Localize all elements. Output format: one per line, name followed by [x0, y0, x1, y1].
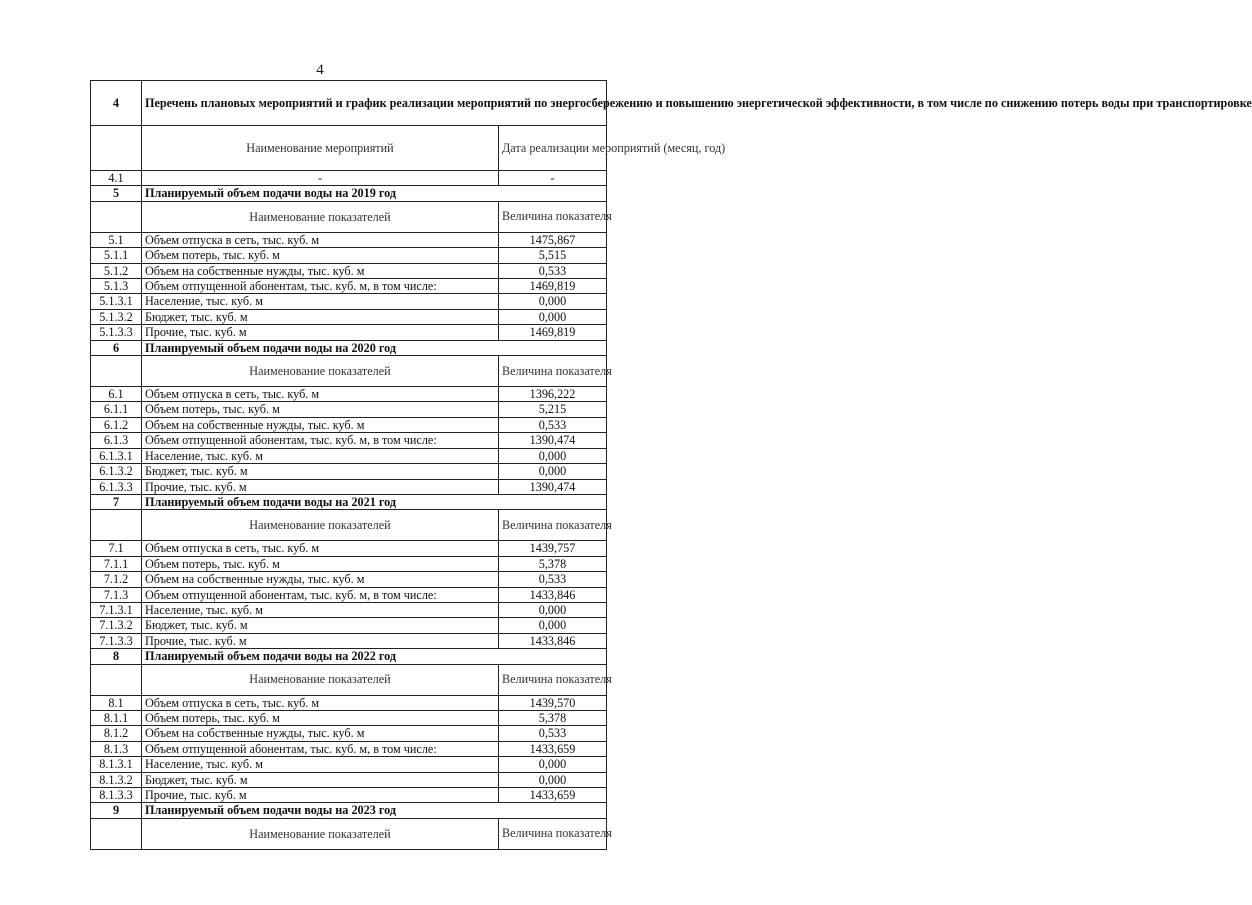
section-number: 6	[91, 340, 142, 355]
value-column-header: Величина показателя	[498, 664, 606, 695]
intro-title: Перечень плановых мероприятий и график реализации мероприятий по энергосбережению и повышению энергетической эффективности, в том числе по снижению потерь воды при транспортировке	[142, 81, 607, 126]
intro-data-row	[91, 171, 607, 186]
section-title-row	[91, 340, 607, 355]
row-number: 8.1.3.3	[91, 788, 142, 803]
row-number: 6.1	[91, 387, 142, 402]
row-value: 0,000	[498, 618, 606, 633]
section-title: Планируемый объем подачи воды на 2021 год	[142, 494, 607, 509]
row-name: Объем отпуска в сеть, тыс. куб. м	[142, 695, 499, 710]
section-title-row	[91, 494, 607, 509]
row-name: Объем отпущенной абонентам, тыс. куб. м, в том числе:	[142, 433, 499, 448]
intro-row-date: -	[498, 171, 606, 186]
row-number: 8.1.3.2	[91, 772, 142, 787]
row-value: 0,000	[498, 309, 606, 324]
row-value: 1433,659	[498, 788, 606, 803]
table-row	[91, 772, 607, 787]
value-column-header: Величина показателя	[498, 356, 606, 387]
section-number: 7	[91, 494, 142, 509]
row-value: 1475,867	[498, 232, 606, 247]
row-name: Объем потерь, тыс. куб. м	[142, 402, 499, 417]
table-row	[91, 232, 607, 247]
row-name: Объем отпущенной абонентам, тыс. куб. м, в том числе:	[142, 279, 499, 294]
table-row	[91, 695, 607, 710]
row-name: Население, тыс. куб. м	[142, 602, 499, 617]
table-row	[91, 541, 607, 556]
table-row	[91, 710, 607, 725]
row-name: Объем на собственные нужды, тыс. куб. м	[142, 417, 499, 432]
table-row	[91, 741, 607, 756]
name-column-header: Наименование показателей	[142, 510, 499, 541]
table-row	[91, 602, 607, 617]
row-value: 0,000	[498, 772, 606, 787]
row-name: Население, тыс. куб. м	[142, 448, 499, 463]
row-value: 0,533	[498, 417, 606, 432]
row-value: 5,515	[498, 248, 606, 263]
row-value: 1439,570	[498, 695, 606, 710]
row-value: 1396,222	[498, 387, 606, 402]
table-row	[91, 309, 607, 324]
row-name: Объем отпущенной абонентам, тыс. куб. м, в том числе:	[142, 741, 499, 756]
value-column-header: Величина показателя	[498, 510, 606, 541]
row-value: 1433,846	[498, 633, 606, 648]
table-row	[91, 464, 607, 479]
row-value: 1439,757	[498, 541, 606, 556]
row-number: 6.1.1	[91, 402, 142, 417]
row-value: 0,000	[498, 602, 606, 617]
section-header-empty	[91, 510, 142, 541]
table-row	[91, 572, 607, 587]
row-number: 6.1.3.1	[91, 448, 142, 463]
row-value: 0,000	[498, 464, 606, 479]
row-number: 7.1.3.3	[91, 633, 142, 648]
table-row	[91, 279, 607, 294]
row-number: 5.1.3.3	[91, 325, 142, 340]
intro-col-name: Наименование мероприятий	[142, 126, 499, 171]
row-name: Объем потерь, тыс. куб. м	[142, 710, 499, 725]
row-name: Прочие, тыс. куб. м	[142, 788, 499, 803]
row-value: 1433,846	[498, 587, 606, 602]
value-column-header: Величина показателя	[498, 818, 606, 849]
row-name: Объем отпуска в сеть, тыс. куб. м	[142, 387, 499, 402]
row-number: 5.1.1	[91, 248, 142, 263]
row-value: 0,000	[498, 757, 606, 772]
row-name: Прочие, тыс. куб. м	[142, 633, 499, 648]
section-header-empty	[91, 201, 142, 232]
row-name: Бюджет, тыс. куб. м	[142, 464, 499, 479]
section-header-empty	[91, 818, 142, 849]
table-row	[91, 325, 607, 340]
table-row	[91, 556, 607, 571]
row-value: 0,533	[498, 726, 606, 741]
row-value: 0,533	[498, 572, 606, 587]
table-row	[91, 788, 607, 803]
row-value: 1469,819	[498, 279, 606, 294]
page-number: 4	[316, 62, 324, 78]
section-header-row	[91, 356, 607, 387]
row-number: 6.1.3.2	[91, 464, 142, 479]
intro-number: 4	[91, 81, 142, 126]
row-name: Объем на собственные нужды, тыс. куб. м	[142, 572, 499, 587]
table-row	[91, 633, 607, 648]
row-name: Объем потерь, тыс. куб. м	[142, 556, 499, 571]
row-number: 8.1.1	[91, 710, 142, 725]
table-row	[91, 294, 607, 309]
table-row	[91, 618, 607, 633]
section-title: Планируемый объем подачи воды на 2019 год	[142, 186, 607, 201]
section-title: Планируемый объем подачи воды на 2020 год	[142, 340, 607, 355]
name-column-header: Наименование показателей	[142, 356, 499, 387]
row-value: 1469,819	[498, 325, 606, 340]
section-header-empty	[91, 664, 142, 695]
intro-header-empty	[91, 126, 142, 171]
intro-header-row	[91, 126, 607, 171]
section-header-row	[91, 510, 607, 541]
row-name: Бюджет, тыс. куб. м	[142, 772, 499, 787]
row-name: Объем на собственные нужды, тыс. куб. м	[142, 263, 499, 278]
section-header-empty	[91, 356, 142, 387]
row-number: 5.1.3	[91, 279, 142, 294]
row-number: 8.1	[91, 695, 142, 710]
row-number: 7.1.3.2	[91, 618, 142, 633]
row-name: Прочие, тыс. куб. м	[142, 325, 499, 340]
row-value: 1433,659	[498, 741, 606, 756]
row-number: 7.1.2	[91, 572, 142, 587]
table-row	[91, 387, 607, 402]
section-header-row	[91, 201, 607, 232]
table-row	[91, 433, 607, 448]
row-name: Объем отпуска в сеть, тыс. куб. м	[142, 541, 499, 556]
row-name: Объем на собственные нужды, тыс. куб. м	[142, 726, 499, 741]
section-title: Планируемый объем подачи воды на 2023 год	[142, 803, 607, 818]
row-name: Бюджет, тыс. куб. м	[142, 618, 499, 633]
section-title-row	[91, 803, 607, 818]
table-row	[91, 757, 607, 772]
row-number: 7.1	[91, 541, 142, 556]
row-value: 1390,474	[498, 433, 606, 448]
section-header-row	[91, 664, 607, 695]
water-supply-table	[90, 80, 1252, 850]
value-column-header: Величина показателя	[498, 201, 606, 232]
row-number: 7.1.3	[91, 587, 142, 602]
section-number: 5	[91, 186, 142, 201]
row-value: 0,000	[498, 448, 606, 463]
row-number: 6.1.3	[91, 433, 142, 448]
section-title-row	[91, 186, 607, 201]
section-number: 9	[91, 803, 142, 818]
name-column-header: Наименование показателей	[142, 818, 499, 849]
row-value: 1390,474	[498, 479, 606, 494]
table-row	[91, 479, 607, 494]
row-name: Объем отпущенной абонентам, тыс. куб. м, в том числе:	[142, 587, 499, 602]
row-number: 8.1.2	[91, 726, 142, 741]
row-value: 5,378	[498, 710, 606, 725]
row-number: 5.1.2	[91, 263, 142, 278]
section-number: 8	[91, 649, 142, 664]
row-number: 8.1.3	[91, 741, 142, 756]
section-title-row	[91, 649, 607, 664]
row-number: 5.1.3.2	[91, 309, 142, 324]
row-name: Прочие, тыс. куб. м	[142, 479, 499, 494]
row-name: Население, тыс. куб. м	[142, 294, 499, 309]
row-value: 0,000	[498, 294, 606, 309]
row-value: 5,378	[498, 556, 606, 571]
name-column-header: Наименование показателей	[142, 664, 499, 695]
row-number: 6.1.2	[91, 417, 142, 432]
row-number: 6.1.3.3	[91, 479, 142, 494]
row-name: Население, тыс. куб. м	[142, 757, 499, 772]
section-header-row	[91, 818, 607, 849]
table-row	[91, 417, 607, 432]
intro-row-name: -	[142, 171, 499, 186]
table-row	[91, 587, 607, 602]
row-number: 7.1.1	[91, 556, 142, 571]
table-row	[91, 402, 607, 417]
intro-row-number: 4.1	[91, 171, 142, 186]
table-row	[91, 263, 607, 278]
section-title: Планируемый объем подачи воды на 2022 год	[142, 649, 607, 664]
intro-row	[91, 81, 607, 126]
row-number: 8.1.3.1	[91, 757, 142, 772]
row-number: 5.1	[91, 232, 142, 247]
row-value: 0,533	[498, 263, 606, 278]
row-number: 7.1.3.1	[91, 602, 142, 617]
table-row	[91, 726, 607, 741]
row-name: Бюджет, тыс. куб. м	[142, 309, 499, 324]
row-value: 5,215	[498, 402, 606, 417]
table-row	[91, 248, 607, 263]
intro-col-date: Дата реализации мероприятий (месяц, год)	[498, 126, 606, 171]
row-name: Объем потерь, тыс. куб. м	[142, 248, 499, 263]
row-number: 5.1.3.1	[91, 294, 142, 309]
name-column-header: Наименование показателей	[142, 201, 499, 232]
row-name: Объем отпуска в сеть, тыс. куб. м	[142, 232, 499, 247]
table-row	[91, 448, 607, 463]
